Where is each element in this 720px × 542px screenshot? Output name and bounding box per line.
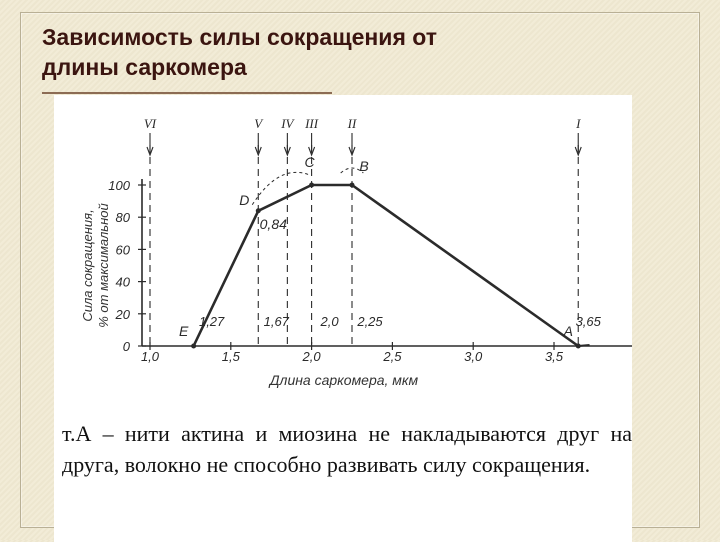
data-point	[350, 183, 355, 188]
point-letter: E	[178, 323, 189, 339]
point-letter: B	[359, 158, 369, 174]
marker-roman-label: V	[254, 116, 263, 131]
x-value-label: 2,25	[357, 314, 383, 329]
data-point	[309, 183, 314, 188]
marker-roman-label: VI	[143, 116, 157, 131]
x-value-label: 1,67	[263, 314, 289, 329]
title-line-1: Зависимость силы сокращения от	[42, 24, 437, 50]
x-tick-label: 2,0	[302, 349, 321, 364]
point-letter: D	[239, 191, 250, 208]
marker-roman-label: I	[576, 116, 581, 131]
y-tick-label: 60	[115, 242, 130, 258]
point-letter: C	[304, 154, 315, 170]
series-line	[194, 185, 579, 346]
x-tick-label: 1,0	[140, 349, 160, 364]
caption-text: т.А – нити актина и миозина не накладываются друг на друга, волокно не способно развивать силу сокращения.	[62, 421, 632, 477]
y-tick-label: 40	[115, 274, 130, 290]
y-axis-label-line-1: Сила сокращения,	[80, 209, 95, 322]
sarcomere-chart	[54, 95, 632, 417]
x-value-label: 2,0	[320, 314, 339, 329]
point-letter: A	[563, 323, 573, 339]
data-point	[191, 344, 196, 349]
y-axis-label-group	[80, 203, 111, 327]
y-tick-label: 80	[115, 210, 130, 226]
x-tick-label: 2,5	[383, 349, 402, 364]
title-line-2: длины саркомера	[42, 54, 247, 80]
x-tick-label: 3,0	[464, 349, 483, 364]
y-tick-label: 0	[122, 339, 130, 354]
marker-roman-label: III	[305, 116, 319, 131]
y-tick-label: 100	[108, 178, 130, 193]
annotation-label: 0,84	[259, 215, 287, 232]
y-axis-label-line-2: % от максимальной	[96, 203, 111, 328]
data-point	[576, 344, 581, 349]
x-axis-label: Длина саркомера, мкм	[269, 372, 419, 388]
data-point	[256, 208, 261, 213]
marker-roman-label: II	[347, 116, 357, 131]
x-tick-label: 3,5	[544, 349, 564, 364]
title-underline	[42, 92, 332, 94]
y-tick-label: 20	[115, 306, 130, 322]
x-tick-label: 1,5	[221, 349, 240, 364]
x-value-label: 3,65	[575, 314, 601, 329]
slide-title	[42, 22, 642, 82]
x-value-label: 1,27	[198, 314, 225, 329]
marker-roman-label: IV	[281, 116, 294, 131]
